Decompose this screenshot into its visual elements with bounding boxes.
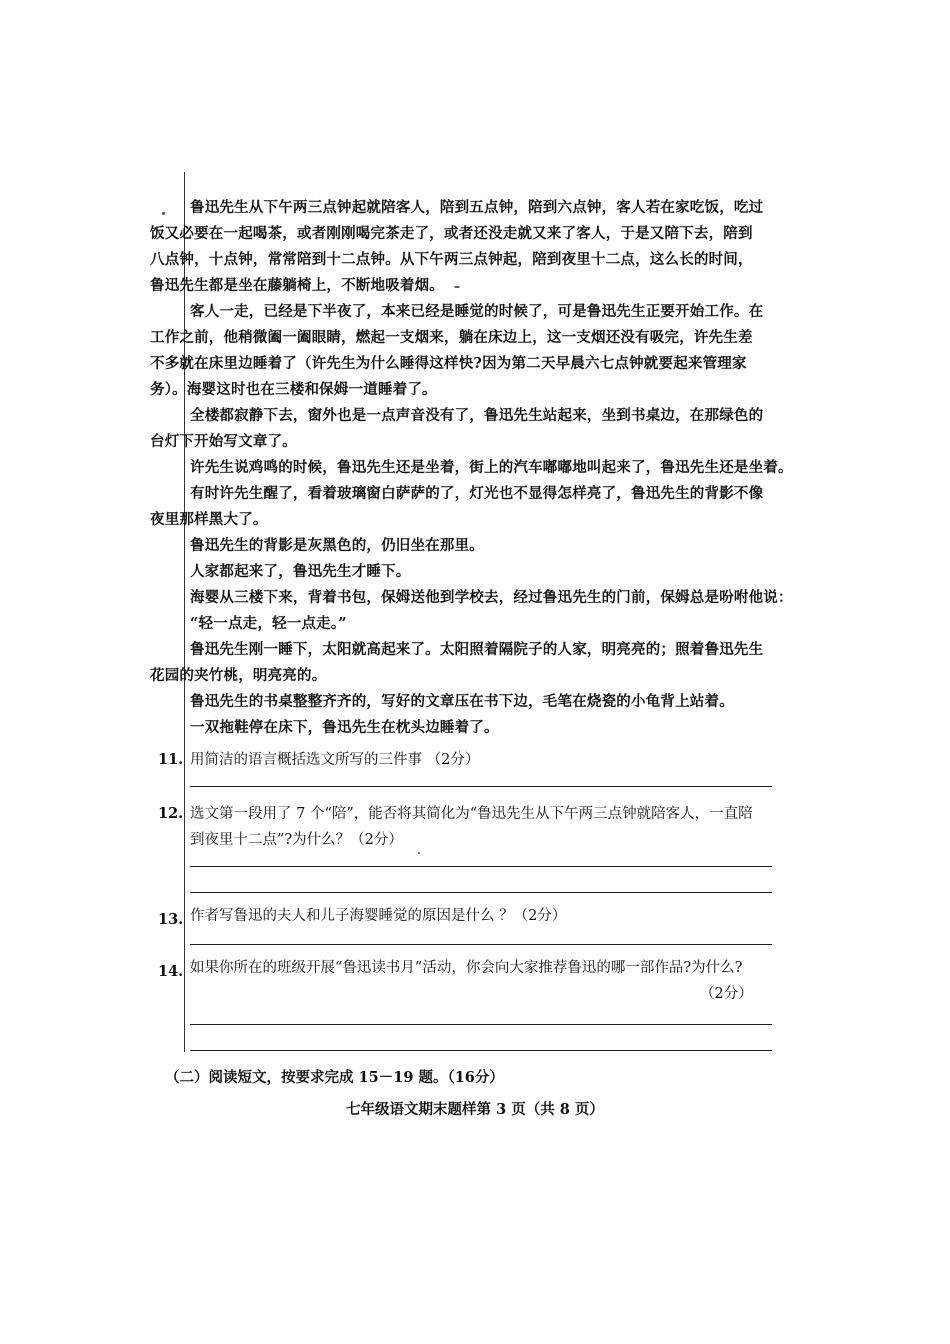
question-number: 13. xyxy=(158,911,184,928)
scan-speck xyxy=(162,212,165,215)
passage-line: 工作之前，他稍微阖一阖眼睛，燃起一支烟来，躺在床边上，这一支烟还没有吸完，许先生差 xyxy=(150,329,753,346)
answer-line[interactable] xyxy=(190,1024,772,1025)
question-text-cont: 到夜里十二点”?为什么？（2分） xyxy=(190,832,403,848)
passage-line: 花园的夹竹桃，明亮亮的。 xyxy=(150,667,327,684)
page-footer: 七年级语文期末题样第 3 页（共 8 页） xyxy=(346,1101,604,1118)
scan-speck xyxy=(454,286,460,288)
passage-line: 鲁迅先生从下午两三点钟起就陪客人，陪到五点钟，陪到六点钟，客人若在家吃饭，吃过 xyxy=(190,199,764,216)
passage-line: 一双拖鞋停在床下，鲁迅先生在枕头边睡着了。 xyxy=(190,719,499,736)
passage-line: 鲁迅先生的背影是灰黑色的，仍旧坐在那里。 xyxy=(190,537,484,554)
passage-line: 台灯下开始写文章了。 xyxy=(150,433,297,450)
question-text: 作者写鲁迅的夫人和儿子海婴睡觉的原因是什么 ？（2分） xyxy=(190,908,567,924)
answer-line[interactable] xyxy=(190,1050,772,1051)
passage-line: 夜里那样黑大了。 xyxy=(150,511,268,528)
passage-line: 饭又必要在一起喝茶，或者刚刚喝完茶走了，或者还没走就又来了客人，于是又陪下去，陪到 xyxy=(150,225,753,242)
question-text: 如果你所在的班级开展“鲁迅读书月”活动，你会向大家推荐鲁迅的哪一部作品?为什么? xyxy=(190,960,743,976)
score-label: （2分） xyxy=(700,986,753,1002)
passage-line: 人家都起来了，鲁迅先生才睡下。 xyxy=(190,563,411,580)
passage-line: 海婴从三楼下来，背着书包，保姆送他到学校去，经过鲁迅先生的门前，保姆总是吩咐他说： xyxy=(190,589,793,606)
scan-speck xyxy=(418,852,420,854)
question-number: 11. xyxy=(158,751,184,768)
passage-line: 客人一走，已经是下半夜了，本来已经是睡觉的时候了，可是鲁迅先生正要开始工作。在 xyxy=(190,303,764,320)
margin-rule xyxy=(184,172,185,1052)
passage-line: 鲁迅先生都是坐在藤躺椅上，不断地吸着烟。 xyxy=(150,277,444,294)
passage-line: “轻一点走，轻一点走。” xyxy=(190,615,347,632)
passage-line: 鲁迅先生的书桌整整齐齐的，写好的文章压在书下边，毛笔在烧瓷的小龟背上站着。 xyxy=(190,693,734,710)
answer-line[interactable] xyxy=(190,892,772,893)
passage-line: 鲁迅先生刚一睡下，太阳就高起来了。太阳照着隔院子的人家，明亮亮的；照着鲁迅先生 xyxy=(190,641,764,658)
section-heading: （二）阅读短文，按要求完成 15－19 题。（16分） xyxy=(165,1069,504,1086)
question-text: 用简洁的语言概括选文所写的三件事 （2分） xyxy=(190,752,480,768)
passage-line: 许先生说鸡鸣的时候，鲁迅先生还是坐着，街上的汽车嘟嘟地叫起来了，鲁迅先生还是坐着。 xyxy=(190,459,793,476)
answer-line[interactable] xyxy=(190,866,772,867)
passage-line: 全楼都寂静下去，窗外也是一点声音没有了，鲁迅先生站起来，坐到书桌边，在那绿色的 xyxy=(190,407,764,424)
passage-line: 务）。海婴这时也在三楼和保姆一道睡着了。 xyxy=(150,381,437,398)
question-number: 12. xyxy=(158,805,184,822)
passage-line: 不多就在床里边睡着了（许先生为什么睡得这样快?因为第二天早晨六七点钟就要起来管理家 xyxy=(150,355,747,372)
question-number: 14. xyxy=(158,963,184,980)
question-text: 选文第一段用了 7 个“陪”，能否将其简化为“鲁迅先生从下午两三点钟就陪客人，一直陪 xyxy=(190,806,753,822)
passage-line: 八点钟，十点钟，常常陪到十二点钟。从下午两三点钟起，陪到夜里十二点，这么长的时间， xyxy=(150,251,753,268)
passage-line: 有时许先生醒了，看着玻璃窗白萨萨的了，灯光也不显得怎样亮了，鲁迅先生的背影不像 xyxy=(190,485,764,502)
answer-line[interactable] xyxy=(190,944,772,945)
answer-line[interactable] xyxy=(190,786,772,787)
